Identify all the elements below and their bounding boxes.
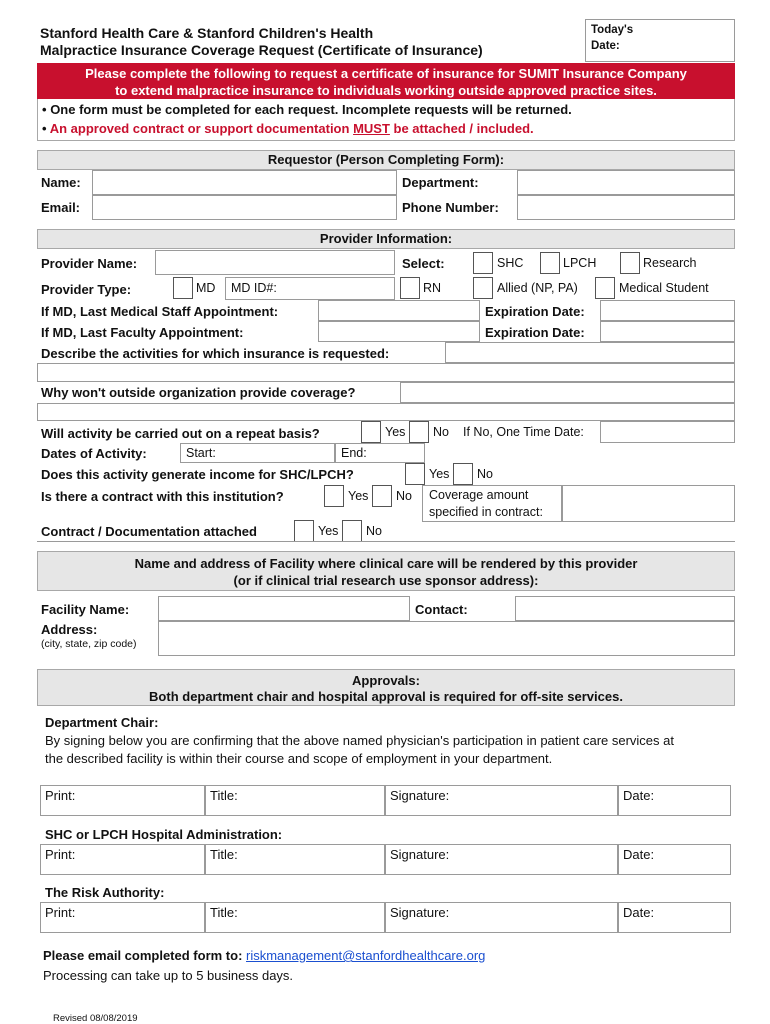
facility-header-line2: (or if clinical trial research use sponsor address): [233,573,539,588]
chair-date-label: Date: [623,788,655,803]
expiration-date-2-input[interactable] [600,321,735,342]
md-label: MD [196,281,216,295]
attached-no-label: No [366,524,382,538]
rn-checkbox[interactable] [400,277,420,299]
chair-title: Department Chair: [45,715,159,730]
risk-signature-label: Signature: [390,905,450,920]
hospital-signature-label: Signature: [390,847,450,862]
one-time-date-input[interactable] [600,421,735,443]
shc-label: SHC [497,256,524,270]
allied-label: Allied (NP, PA) [497,281,578,295]
requestor-name-label: Name: [41,175,81,190]
contract-yes-checkbox[interactable] [324,485,344,507]
risk-title-field[interactable] [205,902,385,933]
provider-header: Provider Information: [37,229,735,249]
end-label: End: [341,446,367,460]
activities-input-line2[interactable] [37,363,735,382]
medical-student-label: Medical Student [619,281,709,295]
why-no-coverage-input-line1[interactable] [400,382,735,403]
chair-text-2: the described facility is within their course and scope of employment in your department. [45,751,553,766]
approvals-header-line1: Approvals: [352,673,420,688]
risk-date-label: Date: [623,905,655,920]
md-id-input[interactable] [225,277,395,300]
select-label: Select: [402,256,445,271]
email-instruction [43,948,485,963]
start-label: Start: [186,446,216,460]
expiration-date-1-label: Expiration Date: [485,304,585,319]
end-date-input[interactable] [335,443,425,463]
facility-address-hint: (city, state, zip code) [41,638,137,650]
contract-no-label: No [396,489,412,503]
email-prefix: Please email completed form to: [43,948,247,963]
contract-no-checkbox[interactable] [372,485,392,507]
repeat-yes-checkbox[interactable] [361,421,381,443]
form-title-line1: Stanford Health Care & Stanford Children's Health [40,25,374,41]
approvals-header-line2: Both department chair and hospital approval is required for off-site services. [149,689,623,704]
repeat-basis-label: Will activity be carried out on a repeat basis? [41,426,320,441]
today-date-field[interactable] [585,19,735,62]
requestor-phone-input[interactable] [517,195,735,220]
expiration-date-1-input[interactable] [600,300,735,321]
income-no-label: No [477,467,493,481]
contract-yes-label: Yes [348,489,369,503]
hospital-signature-field[interactable] [385,844,618,875]
activities-input-line1[interactable] [445,342,735,363]
facility-contact-input[interactable] [515,596,735,621]
facility-name-input[interactable] [158,596,410,621]
requestor-name-input[interactable] [92,170,397,195]
requestor-department-input[interactable] [517,170,735,195]
provider-section-bottom-rule [37,541,735,542]
repeat-no-checkbox[interactable] [409,421,429,443]
why-no-coverage-label: Why won't outside organization provide coverage? [41,385,356,400]
hospital-title-field[interactable] [205,844,385,875]
provider-name-input[interactable] [155,250,395,275]
last-staff-appointment-label: If MD, Last Medical Staff Appointment: [41,304,279,319]
instruction-banner [37,63,735,99]
facility-name-label: Facility Name: [41,602,130,617]
risk-date-field[interactable] [618,902,731,933]
processing-note: Processing can take up to 5 business days. [43,968,294,983]
chair-print-label: Print: [45,788,76,803]
risk-signature-field[interactable] [385,902,618,933]
income-no-checkbox[interactable] [453,463,473,485]
hospital-date-label: Date: [623,847,655,862]
facility-header [37,551,735,591]
email-link[interactable]: riskmanagement@stanfordhealthcare.org [246,948,486,963]
facility-header-line1: Name and address of Facility where clinical care will be rendered by this provider [134,556,638,571]
activities-label: Describe the activities for which insurance is requested: [41,346,390,361]
revised-date: Revised 08/08/2019 [53,1013,138,1024]
attached-yes-label: Yes [318,524,339,538]
requestor-header: Requestor (Person Completing Form): [37,150,735,170]
coverage-amount-line1: Coverage amount [429,488,529,502]
lpch-label: LPCH [563,256,597,270]
shc-checkbox[interactable] [473,252,493,274]
coverage-amount-box [422,485,562,522]
provider-type-label: Provider Type: [41,282,132,297]
hospital-date-field[interactable] [618,844,731,875]
research-label: Research [643,256,697,270]
chair-print-field[interactable] [40,785,205,816]
requestor-department-label: Department: [402,175,479,190]
last-faculty-appointment-label: If MD, Last Faculty Appointment: [41,325,244,340]
note-1: • One form must be completed for each request. Incomplete requests will be returned. [42,102,572,117]
income-yes-checkbox[interactable] [405,463,425,485]
risk-print-field[interactable] [40,902,205,933]
attached-yes-checkbox[interactable] [294,520,314,542]
md-id-label: MD ID#: [231,281,277,295]
chair-title-field[interactable] [205,785,385,816]
risk-print-label: Print: [45,905,76,920]
last-staff-appointment-input[interactable] [318,300,480,321]
income-yes-label: Yes [429,467,450,481]
income-label: Does this activity generate income for SHC/LPCH? [41,467,354,482]
chair-signature-label: Signature: [390,788,450,803]
lpch-checkbox[interactable] [540,252,560,274]
approvals-header [37,669,735,706]
notes-box [37,99,735,141]
attached-no-checkbox[interactable] [342,520,362,542]
banner-line1: Please complete the following to request a certificate of insurance for SUMIT Insurance Company [85,66,687,81]
chair-date-field[interactable] [618,785,731,816]
hospital-print-field[interactable] [40,844,205,875]
note-2: • An approved contract or support documentation MUST be attached / included. [42,121,534,136]
chair-signature-field[interactable] [385,785,618,816]
medical-student-checkbox[interactable] [595,277,615,299]
risk-title-label: Title: [210,905,238,920]
research-checkbox[interactable] [620,252,640,274]
repeat-no-label: No [433,425,449,439]
chair-title-label: Title: [210,788,238,803]
md-checkbox[interactable] [173,277,193,299]
facility-contact-label: Contact: [415,602,468,617]
date-label: Date: [591,40,620,52]
coverage-amount-line2: specified in contract: [429,505,543,519]
hospital-print-label: Print: [45,847,76,862]
requestor-email-input[interactable] [92,195,397,220]
why-no-coverage-input-line2[interactable] [37,403,735,421]
expiration-date-2-label: Expiration Date: [485,325,585,340]
form-title-line2: Malpractice Insurance Coverage Request (Certificate of Insurance) [40,42,483,58]
requestor-phone-label: Phone Number: [402,200,499,215]
dates-of-activity-label: Dates of Activity: [41,446,147,461]
facility-address-label: Address: [41,622,98,637]
allied-checkbox[interactable] [473,277,493,299]
provider-name-label: Provider Name: [41,256,138,271]
rn-label: RN [423,281,442,295]
chair-text-1: By signing below you are confirming that the above named physician's participation in patient care services at [45,733,674,748]
risk-title: The Risk Authority: [45,885,165,900]
one-time-date-label: If No, One Time Date: [463,425,584,439]
coverage-amount-input[interactable] [562,485,735,522]
banner-line2: to extend malpractice insurance to individuals working outside approved practice sites. [115,83,657,98]
today-label: Today's [591,24,634,36]
start-date-input[interactable] [180,443,335,463]
facility-address-input[interactable] [158,621,735,656]
last-faculty-appointment-input[interactable] [318,321,480,342]
hospital-title: SHC or LPCH Hospital Administration: [45,827,283,842]
repeat-yes-label: Yes [385,425,406,439]
hospital-title-label: Title: [210,847,238,862]
requestor-email-label: Email: [41,200,81,215]
attached-label: Contract / Documentation attached [41,524,257,539]
contract-label: Is there a contract with this institution? [41,489,284,504]
